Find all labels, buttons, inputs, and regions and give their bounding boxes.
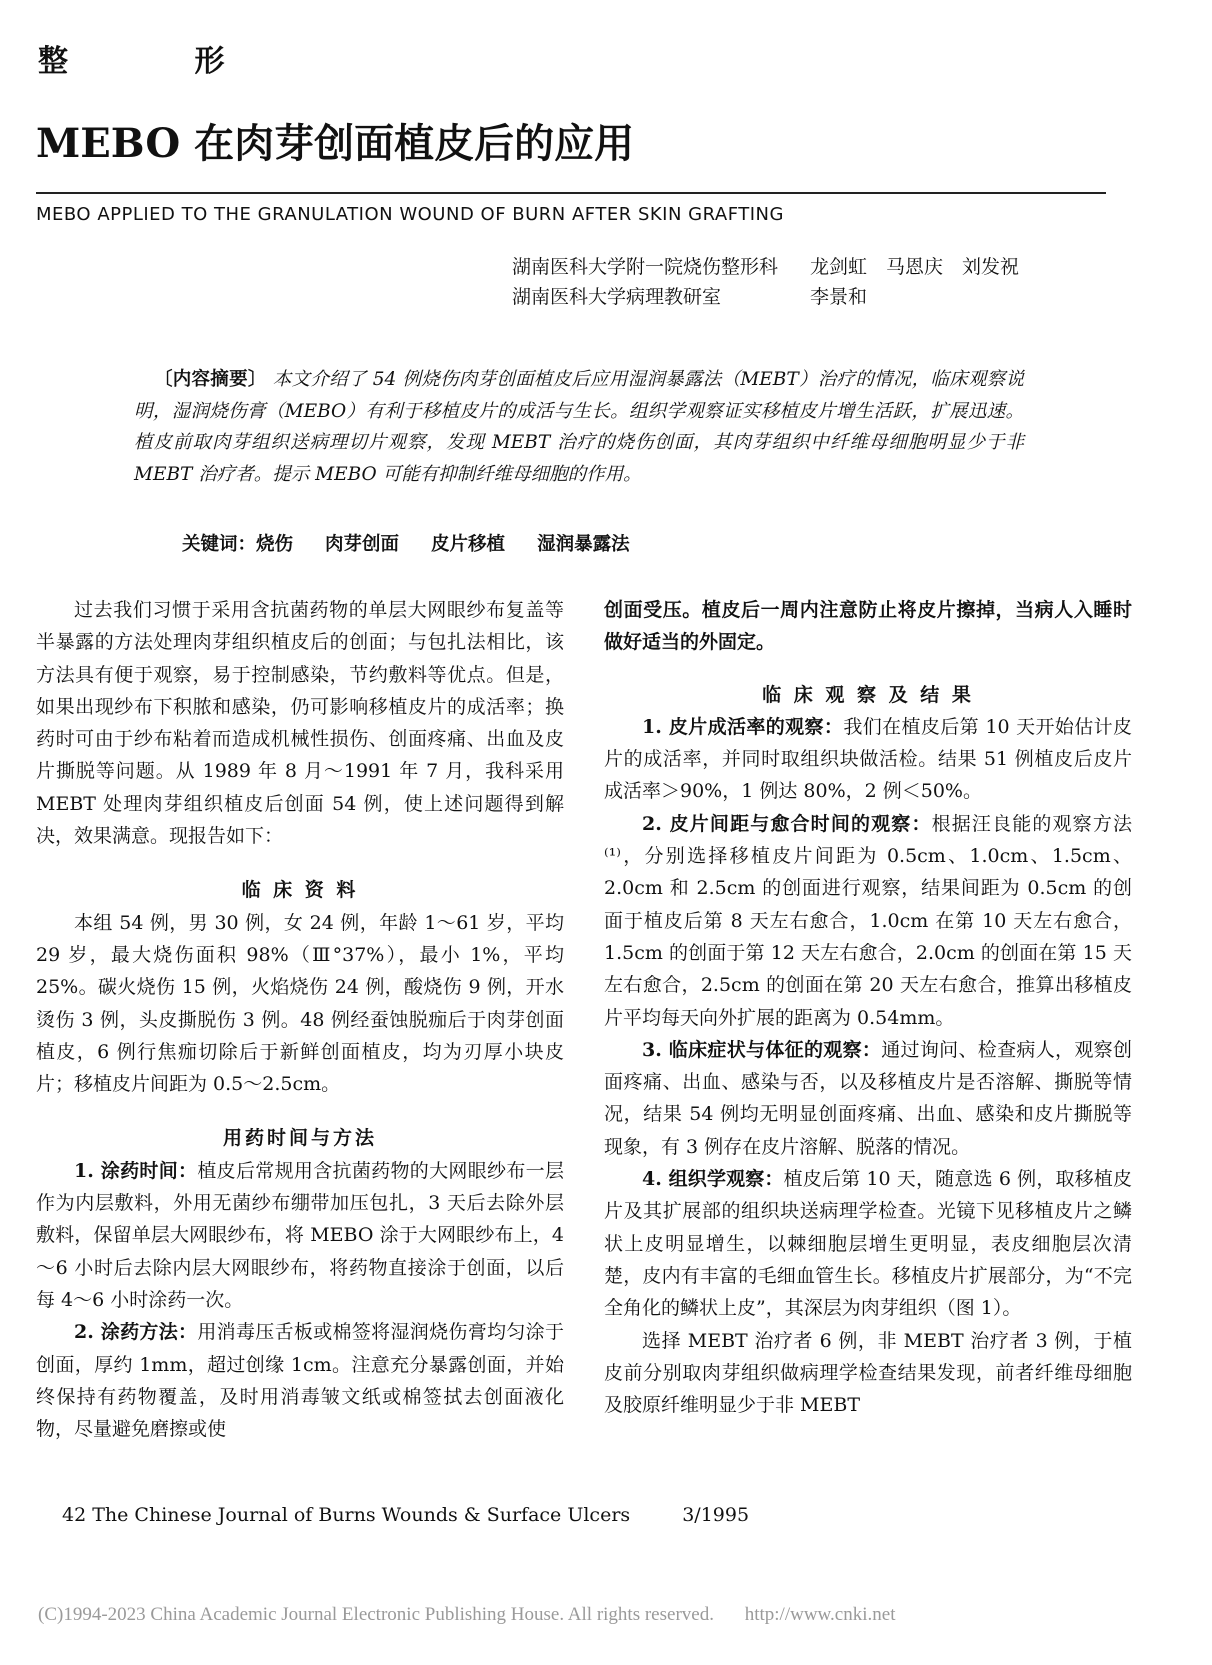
item-text: 根据汪良能的观察方法⁽¹⁾，分别选择移植皮片间距为 0.5cm、1.0cm、1.5cm、2.0cm 和 2.5cm 的创面进行观察，结果间距为 0.5cm 的创面于植皮后第 8 天左右愈合，1.0cm 在第 10 天左右愈合，1.5cm 的创面于第 12 天左右愈合，2.0cm 的创面在第 15 天左右愈合，2.5cm 的创面在第 20 天左右愈合，推算出移植皮片平均每天向外扩展的距离为 0.54mm。 (604, 812, 1132, 1029)
affiliation-1 (512, 252, 1020, 279)
affiliation-org: 湖南医科大学附一院烧伤整形科 (512, 256, 779, 278)
continuation-paragraph: 创面受压。植皮后一周内注意防止将皮片擦掉，当病人入睡时做好适当的外固定。 (604, 599, 1132, 654)
affiliation-authors: 李景和 (810, 286, 868, 308)
item-text: 植皮后常规用含抗菌药物的大网眼纱布一层作为内层敷料，外用无菌纱布绷带加压包扎，3 天后去除外层敷料，保留单层大网眼纱布，将 MEBO 涂于大网眼纱布上，4～6 小时后去除内层大网眼纱布，将药物直接涂于创面，以后每 4～6 小时涂药一次。 (36, 1159, 564, 1311)
page-footer (62, 1504, 749, 1526)
title-rule (36, 192, 1106, 194)
item-text: 我们在植皮后第 10 天开始估计皮片的成活率，并同时取组织块做活检。结果 51 例植皮后皮片成活率＞90%，1 例达 80%，2 例＜50%。 (604, 715, 1132, 803)
heading-results: 临 床 观 察 及 结 果 (762, 683, 974, 706)
affiliation-org: 湖南医科大学病理教研室 (512, 286, 722, 308)
section-tag: 整 形 (38, 44, 283, 79)
keyword: 湿润暴露法 (537, 534, 630, 555)
item-heading: 2. 涂药方法： (74, 1321, 198, 1344)
affiliation-2 (512, 282, 868, 309)
journal-name: The Chinese Journal of Burns Wounds & Surface Ulcers (92, 1504, 631, 1526)
heading-clinical-data: 临 床 资 料 (241, 879, 359, 902)
medication-time-paragraph (36, 1155, 564, 1316)
affiliation-authors: 龙剑虹 马恩庆 刘发祝 (810, 256, 1020, 278)
abstract-label: 〔内容摘要〕 (154, 369, 267, 390)
keyword: 烧伤 (256, 534, 294, 555)
page-number: 42 (62, 1504, 87, 1526)
intro-paragraph: 过去我们习惯于采用含抗菌药物的单层大网眼纱布复盖等半暴露的方法处理肉芽组织植皮后的创面；与包扎法相比，该方法具有便于观察，易于控制感染，节约敷料等优点。但是，如果出现纱布下积脓和感染，仍可影响移植皮片的成活率；换药时可由于纱布粘着而造成机械性损伤、创面疼痛、出血及皮片撕脱等问题。从 1989 年 8 月～1991 年 7 月，我科采用 MEBT 处理肉芽组织植皮后创面 54 例，使上述问题得到解决，效果满意。现报告如下： (36, 599, 564, 848)
item-heading: 1. 皮片成活率的观察： (642, 715, 844, 738)
abstract (134, 364, 1024, 490)
item-text: 用消毒压舌板或棉签将湿润烧伤膏均匀涂于创面，厚约 1mm，超过创缘 1cm。注意充分暴露创面，并始终保持有药物覆盖，及时用消毒皱文纸或棉签拭去创面液化物，尽量避免磨擦或使 (36, 1321, 564, 1441)
item-heading: 1. 涂药时间： (74, 1159, 198, 1182)
item-heading: 4. 组织学观察： (642, 1168, 784, 1191)
english-title: MEBO APPLIED TO THE GRANULATION WOUND OF BURN AFTER SKIN GRAFTING (36, 204, 784, 225)
item-heading: 3. 临床症状与体征的观察： (642, 1038, 882, 1061)
copyright-text: (C)1994-2023 China Academic Journal Electronic Publishing House. All rights reserved. (38, 1604, 714, 1625)
copyright-url: http://www.cnki.net (744, 1604, 896, 1625)
keywords (182, 530, 662, 556)
left-column (36, 594, 564, 1445)
right-column (604, 594, 1132, 1421)
journal-issue: 3/1995 (682, 1504, 750, 1526)
keyword: 皮片移植 (431, 534, 506, 555)
keyword: 肉芽创面 (325, 534, 400, 555)
heading-medication: 用药时间与方法 (222, 1127, 377, 1150)
result-2 (604, 808, 1132, 1034)
abstract-text: 本文介绍了 54 例烧伤肉芽创面植皮后应用湿润暴露法（MEBT）治疗的情况，临床观察说明，湿润烧伤膏（MEBO）有利于移植皮片的成活与生长。组织学观察证实移植皮片增生活跃，扩展迅速。植皮前取肉芽组织送病理切片观察，发现 MEBT 治疗的烧伤创面，其肉芽组织中纤维母细胞明显少于非 MEBT 治疗者。提示 MEBO 可能有抑制纤维母细胞的作用。 (134, 369, 1024, 485)
result-5: 选择 MEBT 治疗者 6 例，非 MEBT 治疗者 3 例，于植皮前分别取肉芽组织做病理学检查结果发现，前者纤维母细胞及胶原纤维明显少于非 MEBT (604, 1329, 1132, 1417)
medication-method-paragraph (36, 1316, 564, 1445)
article-title: MEBO 在肉芽创面植皮后的应用 (36, 120, 635, 167)
copyright-line (38, 1604, 895, 1626)
item-text: 植皮后第 10 天，随意选 6 例，取移植皮片及其扩展部的组织块送病理学检查。光镜下见移植皮片之鳞状上皮明显增生，以棘细胞层增生更明显，表皮细胞层次清楚，皮内有丰富的毛细血管生长。移植皮片扩展部分，为“不完全角化的鳞状上皮”，其深层为肉芽组织（图 1）。 (604, 1168, 1132, 1320)
result-1 (604, 711, 1132, 808)
item-text: 通过询问、检查病人，观察创面疼痛、出血、感染与否，以及移植皮片是否溶解、撕脱等情况，结果 54 例均无明显创面疼痛、出血、感染和皮片撕脱等现象，有 3 例存在皮片溶解、脱落的情况。 (604, 1038, 1132, 1158)
item-heading: 2. 皮片间距与愈合时间的观察： (642, 812, 932, 835)
keywords-label: 关键词： (182, 534, 257, 555)
result-3 (604, 1034, 1132, 1163)
result-4 (604, 1163, 1132, 1324)
clinical-data-paragraph: 本组 54 例，男 30 例，女 24 例，年龄 1～61 岁，平均 29 岁，最大烧伤面积 98%（Ⅲ°37%），最小 1%，平均 25%。碳火烧伤 15 例，火焰烧伤 24 例，酸烧伤 9 例，开水烫伤 3 例，头皮撕脱伤 3 例。48 例经蚕蚀脱痂后于肉芽创面植皮，6 例行焦痂切除后于新鲜创面植皮，均为刃厚小块皮片；移植皮片间距为 0.5～2.5cm。 (36, 911, 564, 1096)
